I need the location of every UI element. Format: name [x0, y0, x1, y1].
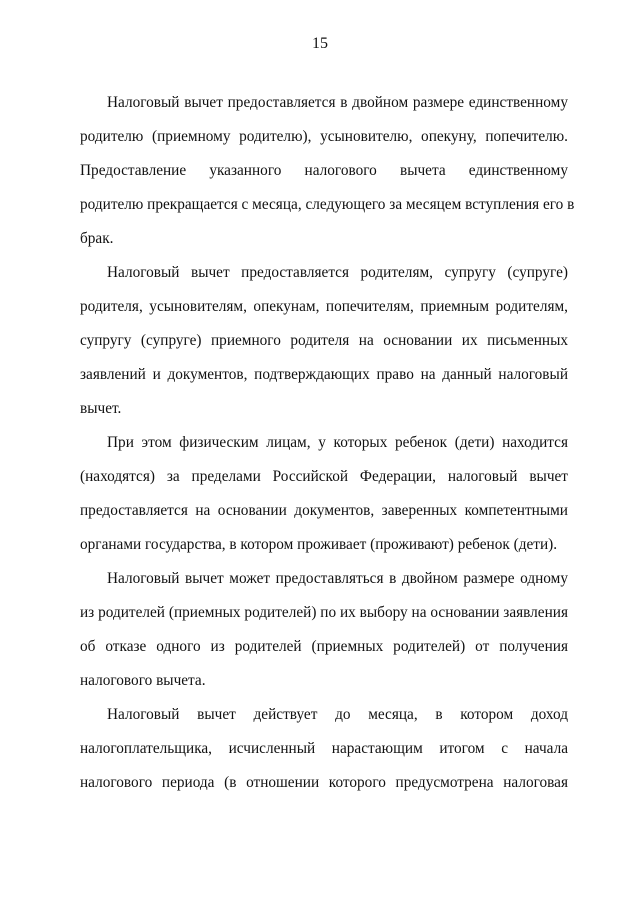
- paragraph-2: [80, 256, 568, 426]
- text-line: Налоговый вычет предоставляется родителям, супругу (супруге): [107, 264, 568, 281]
- text-line: об отказе одного из родителей (приемных родителей) от получения: [80, 638, 568, 655]
- text-line: заявлений и документов, подтверждающих право на данный налоговый: [80, 366, 568, 383]
- text-line: налогового периода (в отношении которого предусмотрена налоговая: [80, 774, 568, 791]
- text-line: Налоговый вычет может предоставляться в двойном размере одному: [107, 570, 568, 587]
- paragraph-3: [80, 426, 568, 562]
- text-line: Налоговый вычет действует до месяца, в котором доход: [107, 706, 568, 723]
- text-line: (находятся) за пределами Российской Федерации, налоговый вычет: [80, 468, 568, 485]
- text-line: родителю (приемному родителю), усыновителю, опекуну, попечителю.: [80, 128, 568, 145]
- text-line: Налоговый вычет предоставляется в двойном размере единственному: [107, 94, 568, 111]
- document-body: [80, 86, 575, 800]
- text-line: предоставляется на основании документов, заверенных компетентными: [80, 502, 568, 519]
- text-line: При этом физическим лицам, у которых ребенок (дети) находится: [107, 434, 568, 451]
- text-line: из родителей (приемных родителей) по их выбору на основании заявления: [80, 604, 568, 621]
- text-line: налогоплательщика, исчисленный нарастающим итогом с начала: [80, 740, 568, 757]
- text-line: Предоставление указанного налогового вычета единственному: [80, 162, 568, 179]
- text-line: супругу (супруге) приемного родителя на основании их письменных: [80, 332, 568, 349]
- text-line: родителя, усыновителям, опекунам, попечителям, приемным родителям,: [80, 298, 568, 315]
- text-line: родителю прекращается с месяца, следующего за месяцем вступления его в: [80, 196, 575, 213]
- paragraph-5: [80, 698, 568, 800]
- paragraph-4: [80, 562, 568, 698]
- text-line: вычет.: [80, 400, 122, 417]
- text-line: брак.: [80, 230, 114, 247]
- text-line: органами государства, в котором проживает (проживают) ребенок (дети).: [80, 536, 558, 553]
- page-number: 15: [312, 35, 328, 52]
- paragraph-1: [80, 86, 575, 256]
- text-line: налогового вычета.: [80, 672, 206, 689]
